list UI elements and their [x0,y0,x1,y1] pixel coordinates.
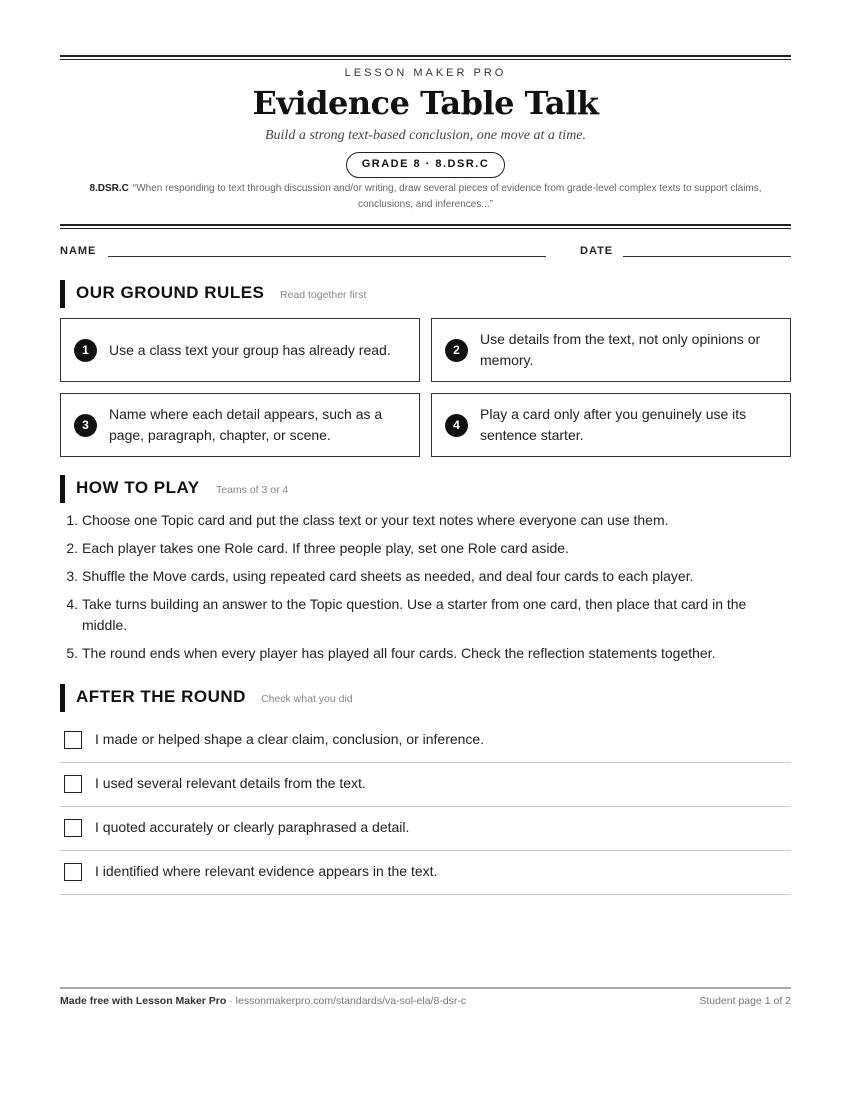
step-item [60,594,791,636]
page-subtitle: Build a strong text-based conclusion, one move at a time. [264,128,587,143]
reflection-text: I identified where relevant evidence appears in the text. [95,863,438,879]
section-marker [60,280,65,308]
rule-text: Play a card only after you genuinely use its sentence starter. [480,406,747,443]
name-label: NAME [60,245,97,257]
rule-text: Use details from the text, not only opinions or memory. [480,331,761,368]
how-to-play-heading [60,475,791,503]
header-bottom-rule [60,224,791,229]
reflection-item [60,851,791,895]
reflection-item [60,763,791,807]
how-to-play-steps [60,510,791,671]
rule-number-badge: 2 [445,339,468,362]
step-number: 2. [66,540,78,556]
section-title: OUR GROUND RULES [76,283,265,302]
standard-description [70,181,781,213]
reflection-text: I used several relevant details from the text. [95,775,366,791]
rule-number-badge: 1 [74,339,97,362]
reflection-checkbox[interactable] [64,775,82,793]
top-double-rule [60,55,791,60]
step-number: 3. [66,568,78,584]
section-title: AFTER THE ROUND [76,687,246,706]
standard-code: 8.DSR.C [89,183,129,194]
step-number: 4. [66,596,78,612]
step-text: Each player takes one Role card. If three people play, set one Role card aside. [82,540,569,556]
reflection-text: I made or helped shape a clear claim, conclusion, or inference. [95,731,485,747]
ground-rule-card [60,393,420,457]
step-text: Take turns building an answer to the Topic question. Use a starter from one card, then place that card in the middle. [82,596,747,633]
page-title: Evidence Table Talk [252,84,599,122]
footer-page-number: Student page 1 of 2 [699,995,791,1007]
reflection-checkbox[interactable] [64,863,82,881]
step-item [60,643,791,664]
date-label: DATE [580,245,614,257]
section-marker [60,475,65,503]
step-item [60,538,791,559]
step-item [60,566,791,587]
reflection-item [60,807,791,851]
footer-made-with: Made free with Lesson Maker Pro [60,995,227,1007]
brand-label: LESSON MAKER PRO [344,67,507,79]
rule-number-badge: 3 [74,414,97,437]
ground-rule-card [431,393,791,457]
ground-rule-card [431,318,791,382]
footer-credit [60,995,466,1007]
ground-rule-card [60,318,420,382]
ground-rules-heading [60,280,791,308]
step-text: Choose one Topic card and put the class text or your text notes where everyone can use them. [82,512,669,528]
name-field[interactable] [108,256,546,257]
reflection-checkbox[interactable] [64,731,82,749]
section-subtitle: Read together first [280,289,367,301]
section-subtitle: Check what you did [261,693,353,705]
date-field[interactable] [623,256,791,257]
worksheet-page [60,0,791,1100]
footer-url[interactable]: · lessonmakerpro.com/standards/va-sol-ela/8-dsr-c [226,995,467,1007]
grade-badge: GRADE 8 · 8.DSR.C [346,152,505,178]
reflection-item [60,719,791,763]
standard-quote: “When responding to text through discussion and/or writing, draw several pieces of evidence from grade-level complex texts to support claims, conclusions, and inferences...” [132,183,762,210]
section-marker [60,684,65,712]
reflection-text: I quoted accurately or clearly paraphrased a detail. [95,819,410,835]
footer-rule [60,987,791,989]
step-number: 5. [66,645,78,661]
step-item [60,510,791,531]
rule-text: Name where each detail appears, such as a page, paragraph, chapter, or scene. [109,406,383,443]
section-title: HOW TO PLAY [76,478,200,497]
reflection-checkbox[interactable] [64,819,82,837]
section-subtitle: Teams of 3 or 4 [216,484,289,496]
rule-number-badge: 4 [445,414,468,437]
after-round-heading [60,684,791,712]
step-text: Shuffle the Move cards, using repeated card sheets as needed, and deal four cards to each player. [82,568,694,584]
step-text: The round ends when every player has played all four cards. Check the reflection statements together. [82,645,716,661]
step-number: 1. [66,512,78,528]
rule-text: Use a class text your group has already read. [109,341,391,358]
